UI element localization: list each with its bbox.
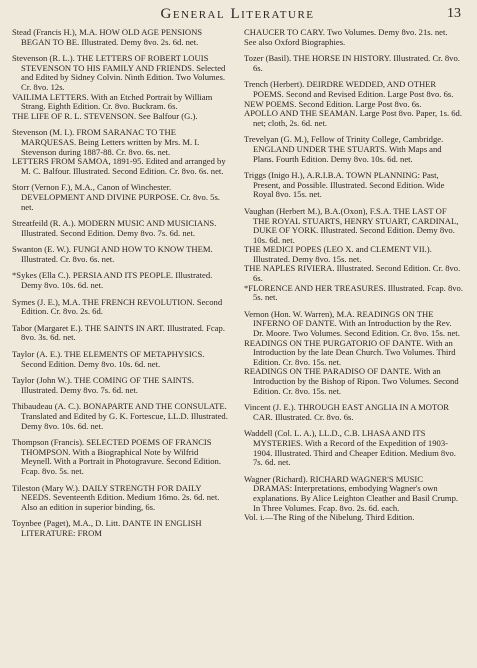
entry-line: Vincent (J. E.). THROUGH EAST ANGLIA IN A MOTOR CAR. Illustrated. Cr. 8vo. 6s.: [244, 402, 450, 422]
catalogue-entry: [12, 298, 231, 317]
entry-line: Vol. i.—The Ring of the Nibelung. Third Edition.: [244, 512, 415, 523]
entry-line: Tozer (Basil). THE HORSE IN HISTORY. Illustrated. Cr. 8vo. 6s.: [244, 53, 460, 73]
entry-line: Thibaudeau (A. C.). BONAPARTE AND THE CONSULATE. Translated and Edited by G. K. Fortescue, LL.D. Illustrated. Demy 8vo. 10s. 6d. net.: [12, 401, 228, 431]
catalogue-entry: [12, 183, 231, 212]
entry-line: See also Oxford Biographies.: [244, 36, 346, 47]
entry-line: CHAUCER TO CARY. Two Volumes. Demy 8vo. 21s. net.: [244, 28, 448, 37]
page-header: [12, 6, 463, 26]
catalogue-entry: [12, 438, 231, 476]
entry-line: Tabor (Margaret E.). THE SAINTS IN ART. Illustrated. Fcap. 8vo. 3s. 6d. net.: [12, 322, 225, 343]
entry-line: Stead (Francis H.), M.A. HOW OLD AGE PENSIONS BEGAN TO BE. Illustrated. Demy 8vo. 2s. 6d. net.: [12, 28, 203, 47]
entry-line: LETTERS FROM SAMOA, 1891-95. Edited and arranged by M. C. Balfour. Illustrated. Second Edition. Cr. 8vo. 6s. net.: [12, 156, 226, 176]
entry-line: Vernon (Hon. W. Warren), M.A. READINGS ON THE INFERNO OF DANTE. With an Introduction by the Rev. Dr. Moore. Two Volumes. Second Edition. Cr. 8vo. 15s. net.: [244, 308, 460, 339]
entry-line: Trevelyan (G. M.), Fellow of Trinity College, Cambridge. ENGLAND UNDER THE STUARTS. With Maps and Plans. Fourth Edition. Demy 8vo. 10s. 6d. net.: [244, 134, 444, 164]
entry-line: Swanton (E. W.). FUNGI AND HOW TO KNOW THEM. Illustrated. Cr. 8vo. 6s. net.: [12, 244, 213, 264]
entry-line: NEW POEMS. Second Edition. Large Post 8vo. 6s.: [244, 98, 422, 109]
entry-line: Wagner (Richard). RICHARD WAGNER'S MUSIC DRAMAS: Interpretations, embodying Wagner's own explanations. By Alice Leighton Cleather and Basil Crump. In Three Volumes. Fcap. 8vo. 2s. 6d. each.: [244, 473, 459, 513]
entry-line: Streatfeild (R. A.). MODERN MUSIC AND MUSICIANS. Illustrated. Second Edition. Demy 8vo. 7s. 6d. net.: [12, 218, 217, 238]
entry-line: THE NAPLES RIVIERA. Illustrated. Second Edition. Cr. 8vo. 6s.: [244, 263, 461, 284]
entry-line: Taylor (A. E.). THE ELEMENTS OF METAPHYSICS. Second Edition. Demy 8vo. 10s. 6d. net.: [12, 349, 205, 369]
entry-line: Stevenson (R. L.). THE LETTERS OF ROBERT LOUIS STEVENSON TO HIS FAMILY AND FRIENDS. Selected and Edited by Sidney Colvin. Ninth Edition. Two Volumes. Cr. 8vo. 12s.: [12, 53, 226, 92]
catalogue-entry: [244, 171, 463, 200]
entry-line: Vaughan (Herbert M.), B.A.(Oxon), F.S.A. THE LAST OF THE ROYAL STUARTS, HENRY STUART, CARDINAL, DUKE OF YORK. Illustrated. Second Edition. Demy 8vo. 10s. 6d. net.: [244, 205, 459, 245]
entry-line: Tileston (Mary W.). DAILY STRENGTH FOR DAILY NEEDS. Seventeenth Edition. Medium 16mo. 2s. 6d. net. Also an edition in superior binding, 6s.: [12, 482, 220, 512]
entry-line: Trench (Herbert). DEIRDRE WEDDED, AND OTHER POEMS. Second and Revised Edition. Large Post 8vo. 6s.: [244, 79, 454, 99]
catalogue-entry: [244, 54, 463, 73]
entry-line: THE LIFE OF R. L. STEVENSON. See Balfour (G.).: [12, 110, 198, 121]
catalogue-entry: [12, 28, 231, 47]
page-number: 13: [447, 6, 461, 21]
catalogue-entry: [244, 429, 463, 467]
catalogue-entry: [244, 475, 463, 523]
catalogue-entry: [12, 350, 231, 369]
catalogue-entry: [12, 271, 231, 290]
catalogue-entry: [12, 402, 231, 431]
right-column: [244, 28, 463, 668]
catalogue-entry: [12, 376, 231, 395]
entry-line: Symes (J. E.), M.A. THE FRENCH REVOLUTION. Second Edition. Cr. 8vo. 2s. 6d.: [12, 296, 223, 317]
catalogue-entry: [244, 403, 463, 422]
entry-line: READINGS ON THE PURGATORIO OF DANTE. With an Introduction by the late Dean Church. Two Volumes. Third Edition. Cr. 8vo. 15s. net.: [244, 337, 456, 367]
entry-line: Toynbee (Paget), M.A., D. Litt. DANTE IN ENGLISH LITERATURE: FROM: [12, 518, 202, 538]
catalogue-entry: [12, 54, 231, 121]
left-column: [12, 28, 231, 668]
catalogue-entry: [12, 128, 231, 176]
entry-line: THE MEDICI POPES (LEO X. and CLEMENT VII.). Illustrated. Demy 8vo. 15s. net.: [244, 244, 432, 264]
catalogue-entry: [244, 28, 463, 47]
entry-line: *FLORENCE AND HER TREASURES. Illustrated. Fcap. 8vo. 5s. net.: [244, 282, 463, 303]
catalogue-entry: [12, 484, 231, 513]
catalogue-entry: [244, 80, 463, 128]
running-title: General Literature: [160, 6, 315, 22]
catalogue-entry: [12, 219, 231, 238]
catalogue-entry: [244, 135, 463, 164]
entry-line: APOLLO AND THE SEAMAN. Large Post 8vo. Paper, 1s. 6d. net; cloth, 2s. 6d. net.: [244, 108, 462, 128]
catalogue-entry: [12, 245, 231, 264]
catalogue-entry: [244, 310, 463, 396]
entry-line: READINGS ON THE PARADISO OF DANTE. With an Introduction by the Bishop of Ripon. Two Volumes. Second Edition. Cr. 8vo. 15s. net.: [244, 366, 459, 396]
columns: [12, 28, 463, 668]
entry-line: Storr (Vernon F.), M.A., Canon of Winchester. DEVELOPMENT AND DIVINE PURPOSE. Cr. 8vo. 5s. net.: [12, 182, 220, 212]
entry-line: Taylor (John W.). THE COMING OF THE SAINTS. Illustrated. Demy 8vo. 7s. 6d. net.: [12, 375, 194, 395]
catalogue-entry: [12, 519, 231, 538]
entry-line: VAILIMA LETTERS. With an Etched Portrait by William Strang. Eighth Edition. Cr. 8vo. Buckram. 6s.: [12, 91, 213, 112]
catalogue-entry: [12, 324, 231, 343]
entry-line: Triggs (Inigo H.), A.R.I.B.A. TOWN PLANNING: Past, Present, and Possible. Illustrated. Second Edition. Wide Royal 8vo. 15s. net.: [244, 170, 445, 200]
entry-line: Waddell (Col. L. A.), LL.D., C.B. LHASA AND ITS MYSTERIES. With a Record of the Expedition of 1903-1904. Illustrated. Third and Cheaper Edition. Medium 8vo. 7s. 6d. net.: [244, 428, 456, 468]
entry-line: Thompson (Francis). SELECTED POEMS OF FRANCIS THOMPSON. With a Biographical Note by Wilfrid Meynell. With a Portrait in Photogravure. Second Edition. Fcap. 8vo. 5s. net.: [12, 437, 221, 476]
entry-line: *Sykes (Ella C.). PERSIA AND ITS PEOPLE. Illustrated. Demy 8vo. 10s. 6d. net.: [12, 270, 213, 291]
entry-line: Stevenson (M. I.). FROM SARANAC TO THE MARQUESAS. Being Letters written by Mrs. M. I. Stevenson during 1887-88. Cr. 8vo. 6s. net.: [12, 127, 200, 157]
catalogue-entry: [244, 207, 463, 303]
